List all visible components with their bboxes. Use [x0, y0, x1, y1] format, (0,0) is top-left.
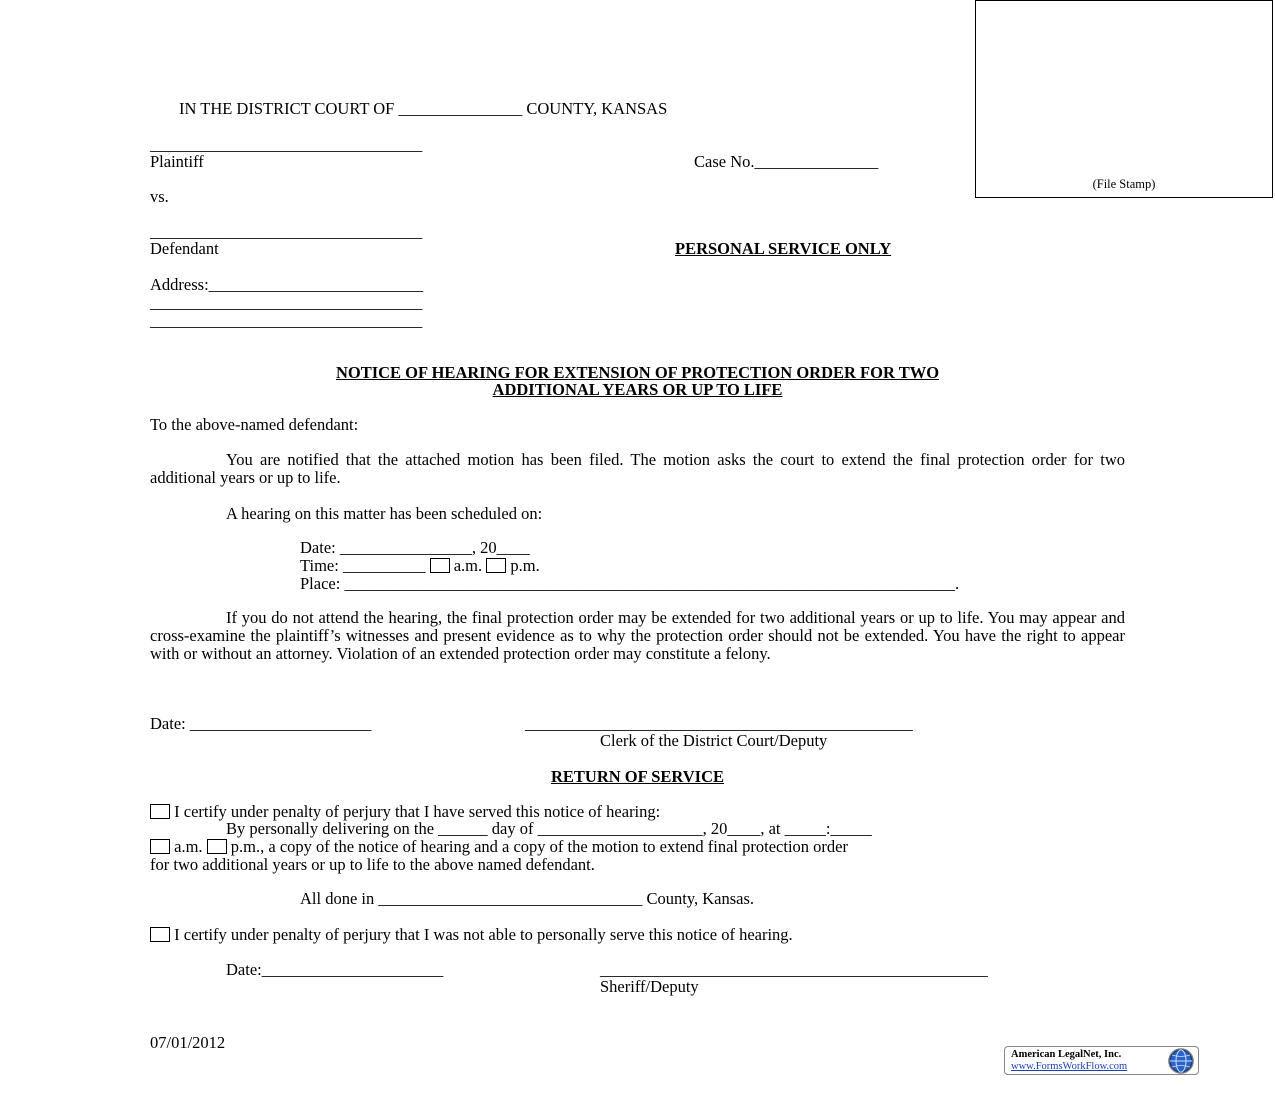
form-revision-date: 07/01/2012 [150, 1033, 226, 1052]
case-number-field: Case No._______________ [694, 152, 879, 171]
defendant-blank-line: _________________________________ [150, 222, 423, 241]
served-certification-text: I certify under penalty of perjury that I have served this notice of hearing: [174, 802, 661, 821]
hearing-place-field: Place: __________________________________________________________________________. [300, 574, 960, 593]
personal-service-heading: PERSONAL SERVICE ONLY [675, 239, 892, 258]
file-stamp-label: (File Stamp) [1092, 177, 1156, 191]
delivery-pm-text: p.m., a copy of the notice of hearing and a copy of the motion to extend final protection order [230, 837, 848, 856]
address-line-2: _________________________________ [150, 293, 423, 312]
hearing-time-field: Time: __________ [300, 556, 426, 575]
delivery-pm-checkbox[interactable] [207, 839, 227, 854]
hearing-pm-label: p.m. [510, 556, 540, 575]
address-line-3: _________________________________ [150, 311, 423, 330]
not-served-checkbox[interactable] [150, 927, 170, 942]
sheriff-signature-label: Sheriff/Deputy [600, 977, 699, 996]
american-legalnet-logo[interactable] [1004, 1046, 1199, 1075]
clerk-signature-label: Clerk of the District Court/Deputy [600, 731, 828, 750]
address-field: Address:__________________________ [150, 275, 424, 294]
hearing-pm-checkbox[interactable] [486, 558, 506, 573]
hearing-time-row [300, 557, 540, 575]
defendant-label: Defendant [150, 239, 219, 258]
globe-icon [1168, 1048, 1194, 1074]
delivery-date-field: By personally delivering on the ______ day of ____________________, 20____, at _____:_____ [226, 819, 872, 838]
delivery-am-checkbox[interactable] [150, 839, 170, 854]
served-checkbox[interactable] [150, 804, 170, 819]
return-of-service-heading: RETURN OF SERVICE [550, 767, 724, 786]
document-title-line-2: ADDITIONAL YEARS OR UP TO LIFE [492, 380, 783, 399]
notice-paragraph-2: If you do not attend the hearing, the final protection order may be extended for two additional years or up to life. You may appear and cross-examine the plaintiff’s witnesses and present evidence as to why the protection order should not be extended. You have the right to appear with or without an attorney. Violation of an extended protection order may constitute a felony. [150, 608, 1125, 663]
not-served-certification-text: I certify under penalty of perjury that I was not able to personally serve this notice of hearing. [174, 925, 793, 944]
delivery-continuation: for two additional years or up to life to the above named defendant. [150, 855, 595, 874]
notice-paragraph-1: You are notified that the attached motion has been filed. The motion asks the court to extend the final protection order for two additional years or up to life. [150, 450, 1125, 487]
plaintiff-label: Plaintiff [150, 152, 204, 171]
delivery-time-row [150, 838, 848, 856]
sheriff-date-field: Date:______________________ [226, 960, 444, 979]
file-stamp-box [975, 0, 1273, 198]
clerk-date-field: Date: ______________________ [150, 714, 372, 733]
sheriff-signature-line: _______________________________________________ [600, 960, 988, 979]
plaintiff-blank-line: _________________________________ [150, 135, 423, 154]
logo-website-link[interactable]: www.FormsWorkFlow.com [1011, 1061, 1128, 1072]
delivery-am-label: a.m. [174, 837, 203, 856]
service-county-field: All done in ________________________________ County, Kansas. [300, 889, 755, 908]
hearing-am-label: a.m. [453, 556, 483, 575]
versus-label: vs. [150, 187, 169, 206]
clerk-signature-line: _______________________________________________ [525, 714, 913, 733]
hearing-intro: A hearing on this matter has been scheduled on: [226, 504, 543, 523]
hearing-am-checkbox[interactable] [430, 558, 450, 573]
court-heading: IN THE DISTRICT COURT OF _______________ COUNTY, KANSAS [179, 99, 668, 118]
not-served-certification-row [150, 926, 793, 944]
document-title-line-1: NOTICE OF HEARING FOR EXTENSION OF PROTECTION ORDER FOR TWO [335, 363, 940, 382]
salutation: To the above-named defendant: [150, 415, 359, 434]
logo-company-name: American LegalNet, Inc. [1011, 1049, 1122, 1060]
hearing-date-field: Date: ________________, 20____ [300, 538, 530, 557]
